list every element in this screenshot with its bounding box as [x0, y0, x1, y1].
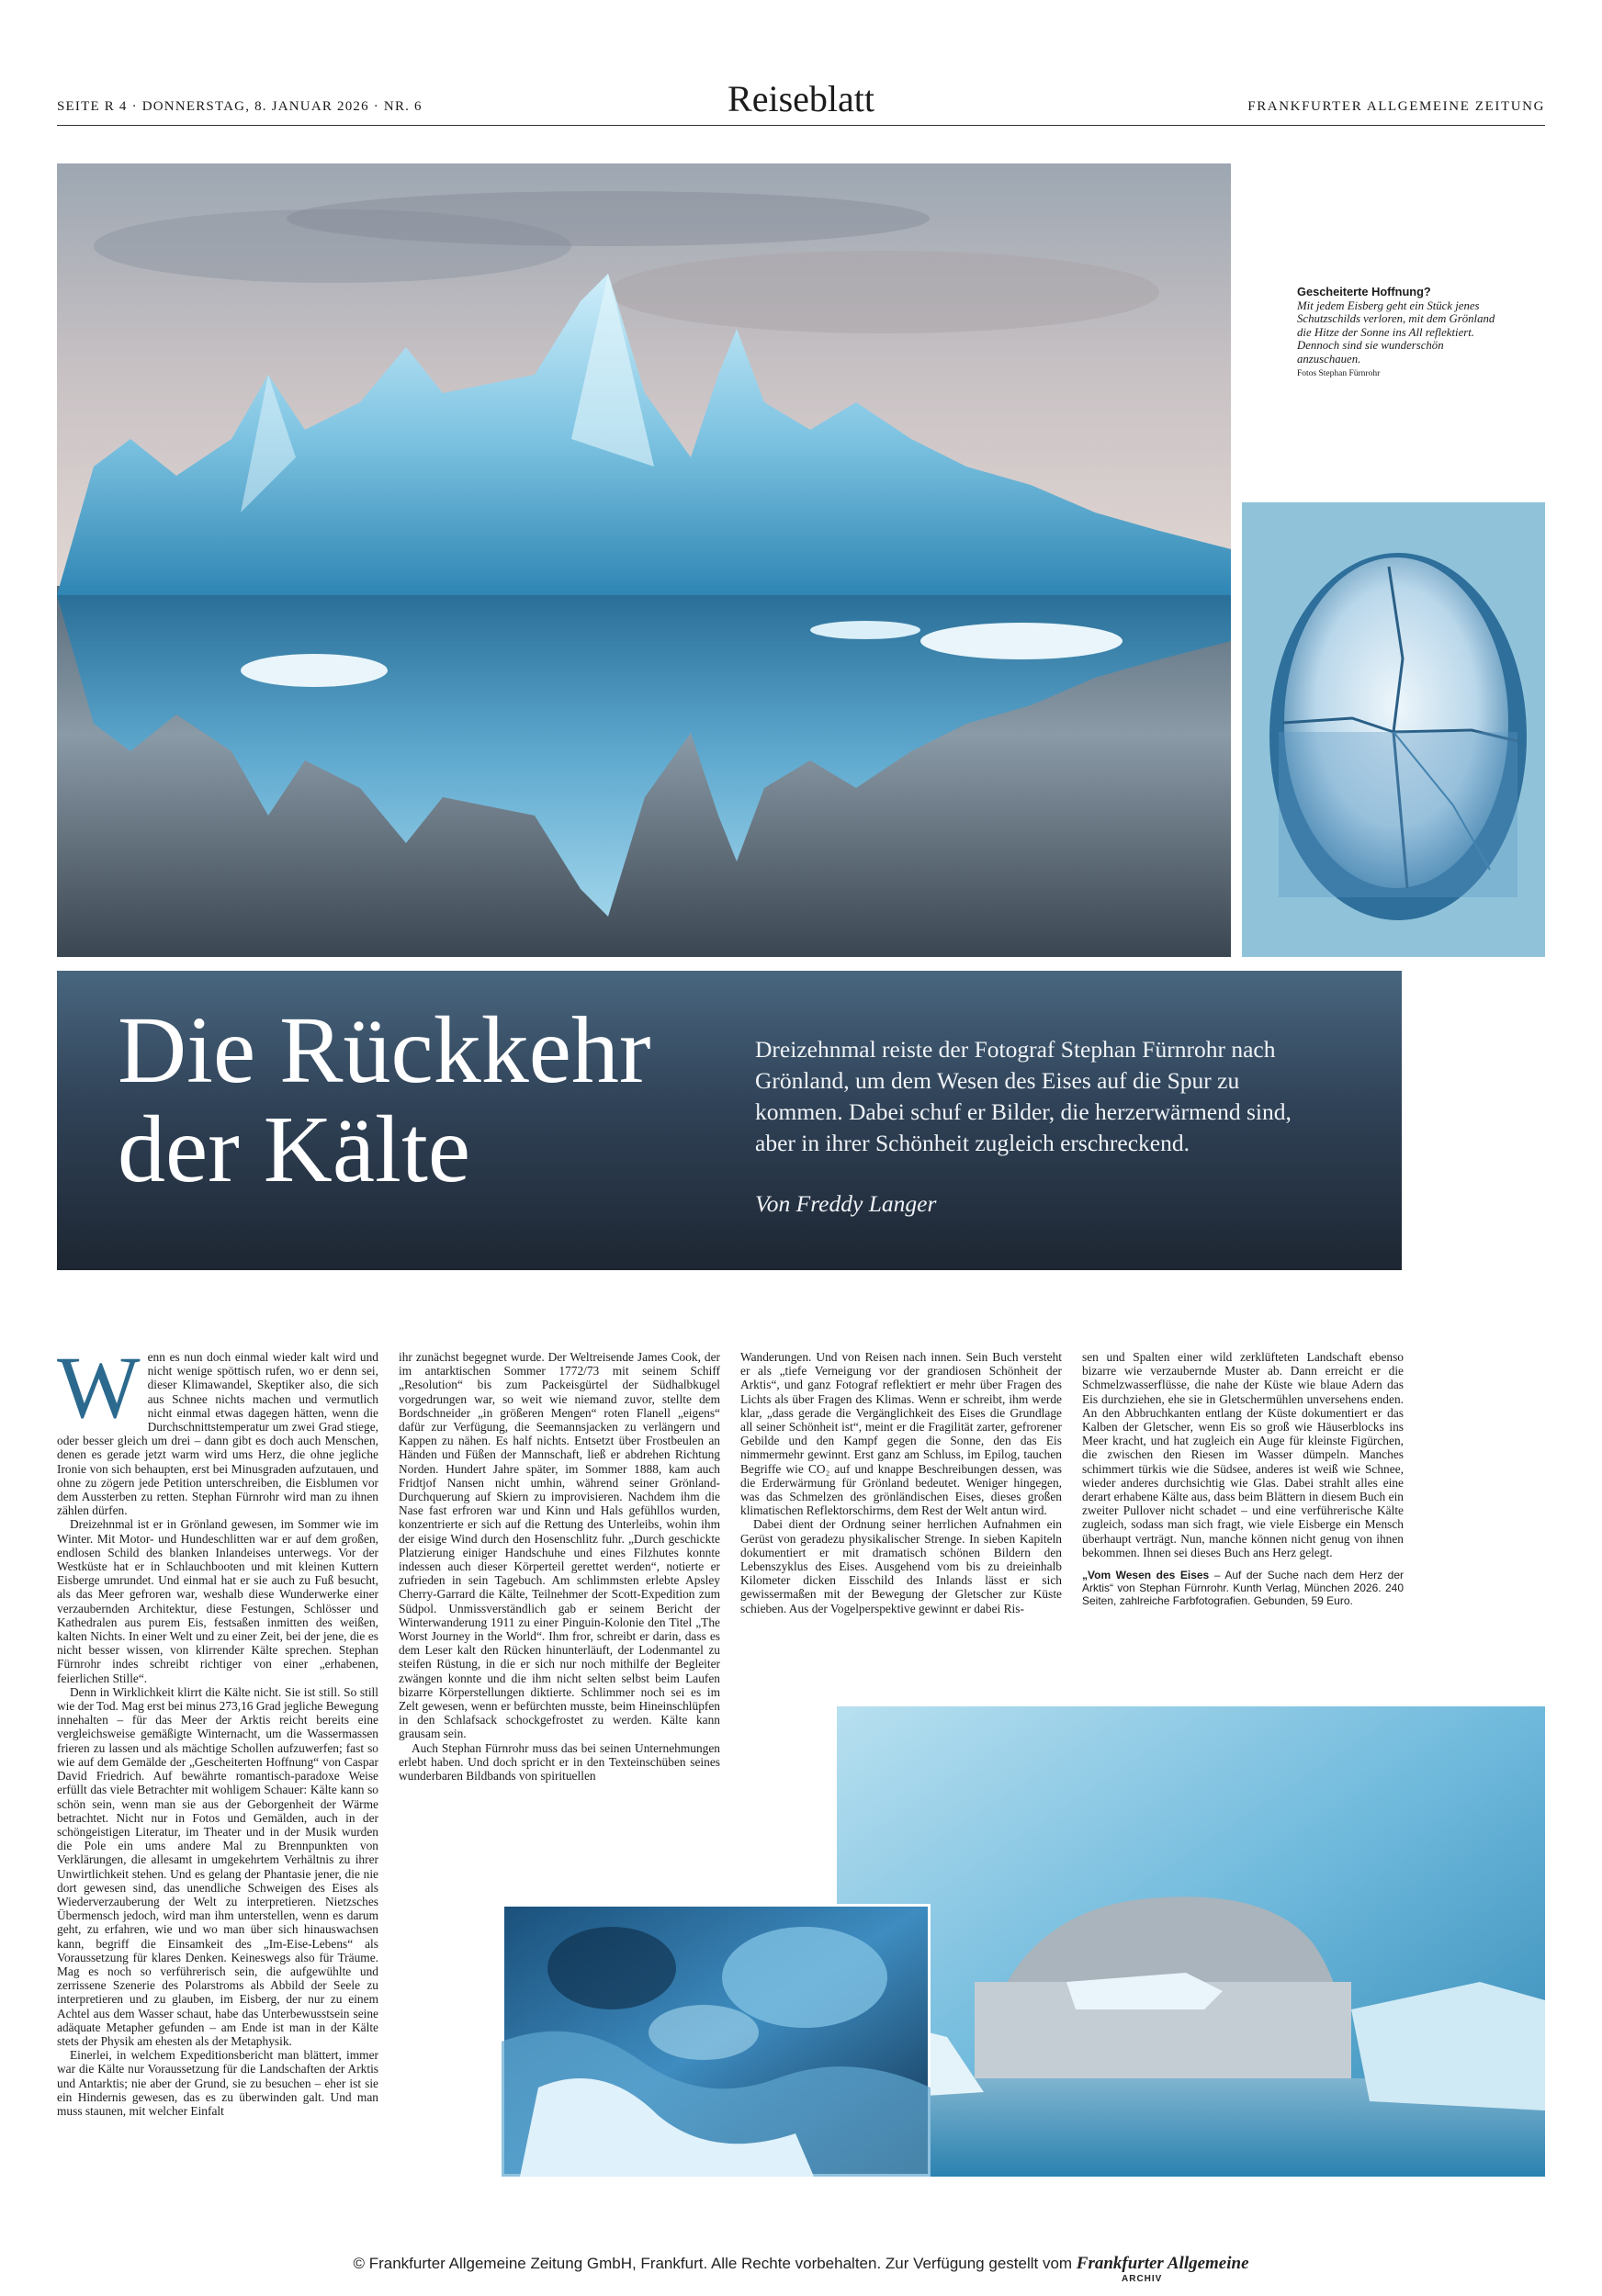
standfirst: Dreizehnmal reiste der Fotograf Stephan Fürnrohr nach Grönland, um dem Wesen des Eises auf die Spur zu kommen. Dabei schuf er Bilder, die herzerwärmend sind, aber in ihrer Schönheit zugleich erschreckend.	[755, 1036, 1292, 1156]
book-title: „Vom Wesen des Eises	[1082, 1569, 1210, 1582]
byline: Von Freddy Langer	[755, 1190, 937, 1217]
paragraph: Wanderungen. Und von Reisen nach innen. Sein Buch versteht er als „tiefe Verneigung vor der grandiosen Schönheit der Arktis“, und ganz Fotograf reflektiert er mehr über Fragen des Lichts als über Fragen des Klimas. Wenn er schreibt, ihm werde klar, „dass gerade die Vergänglichkeit des Eises die Grundlage all seiner Schönheit ist“, meint er die Fragilität zarter, gefrorener Gebilde und den Kampf gegen die Sonne, den das Eis nimmermehr gewinnt. Erst ganz am Schluss, im Epilog, tauchen Begriffe wie CO₂ auf und knappe Beschreibungen dessen, was die Erderwärmung für Grönland bedeutet. Weniger hingegen, was das Schmelzen des grönländischen Eises, dieses großen klimatischen Reflektorschirms, dem Rest der Welt antun wird.	[740, 1350, 1062, 1518]
faz-logo: Frankfurter Allgemeine	[1076, 2254, 1249, 2273]
article-column-4	[1082, 1350, 1404, 1607]
paragraph: Denn in Wirklichkeit klirrt die Kälte nicht. Sie ist still. So still wie der Tod. Mag erst bei minus 273,16 Grad jegliche Bewegung innehalten – für das Meer der Arktis reicht bereits eine vergleichsweise gemäßigte Winternacht, um die Wassermassen frieren zu lassen und als mächtige Schollen aufzuwerfen; fast so wie auf dem Gemälde der „Gescheiterten Hoffnung“ von Caspar David Friedrich. Auf bewährte romantisch-paradoxe Weise erfüllt das viele Betrachter mit wohligem Schauer: Kälte kann so schön sein, wenn man sie aus der Geborgenheit der Wärme betrachtet. Nicht nur in Fotos und Gemälden, auch in der schöngeistigen Literatur, im Theater und in der Musik wurden die Pole ein ums andere Mal zu Brennpunkten von Verklärungen, die allesamt in umgekehrtem Verhältnis zu ihrer Unwirtlichkeit stehen. Und es gelang der Phantasie jener, die nie dort gewesen sind, das unendliche Schweigen des Eises als Wiederverzauberung der Welt zu interpretieren. Nietzsches Übermensch jedoch, wird man ihm unterstellen, wenn es darum geht, zu erfahren, wie und wo man über sich hinauswachsen kann, begriff die Einsamkeit des „Im-Eise-Lebens“ als Voraussetzung für klares Denken. Keineswegs also für Träume. Mag es noch so verführerisch sein, die aufgewühlte und zerrissene Szenerie des Polarstroms als Abbild der Seele zu interpretieren und zu glauben, im Eisberg, der nur zu einem Achtel aus dem Wasser schaut, habe das Unterbewusstsein seine adäquate Metapher gefunden – am Ende ist man in der Kälte stets der Physik am ehesten als der Metaphysik.	[57, 1684, 378, 2048]
caption-title: Gescheiterte Hoffnung?	[1297, 285, 1431, 298]
paragraph: ihr zunächst begegnet wurde. Der Weltreisende James Cook, der im antarktischen Sommer 1772/73 mit seinem Schiff „Resolution“ bis zum Packeisgürtel der Südhalbkugel vorgedrungen war, so weit wie niemand zuvor, stellte dem Bordschneider „in größeren Mengen“ roten Flanell „eigens“ dafür zur Verfügung, die Seemannsjacken zu verlängern und Kappen zu nähen. Es half nichts. Entsetzt über Frostbeulen an Händen und Füßen der Mannschaft, ließ er abdrehen Richtung Norden. Hundert Jahre später, im Sommer 1888, kam auch Fridtjof Nansen nicht umhin, während seiner Grönland-Durchquerung auf Skiern zu improvisieren. Nachdem ihm die Nase fast erfroren war und Kinn und Hals gefühllos wurden, konzentrierte er sich auf die Rettung des Unterleibs, wohin ihm der eisige Wind durch den Hosenschlitz fuhr. „Durch geschickte Platzierung einiger Handschuhe und eines Filzhutes konnte indessen auch dieser Körperteil gerettet werden“, notierte er zufrieden in sein Tagebuch. Am schlimmsten erlebte Apsley Cherry-Garrard die Kälte, Teilnehmer der Scott-Expedition zum Südpol. Unmissverständlich gab er seinem Bericht der Winterwanderung 1911 zu einer Pinguin-Kolonie den Titel „The Worst Journey in the World“. Ihm fror, schreibt er darin, dass es dem Leser kalt den Rücken hinunterläuft, der Lodenmantel zu steifen Rüstung, in die er sich nur noch mithilfe der Begleiter zwängen konnte und die ihm nicht selten selbst beim Laufen bizarre Körperstellungen diktierte. Schlimmer noch sei es im Zelt gewesen, wenn er befürchten musste, beim Hineinschlüpfen in den Schlafsack schockgefrostet zu werden. Kälte kann grausam sein.	[399, 1350, 720, 1741]
article-column-2	[399, 1350, 720, 1783]
copyright-text: © Frankfurter Allgemeine Zeitung GmbH, Frankfurt. Alle Rechte vorbehalten. Zur Verfügung gestellt vom	[353, 2255, 1077, 2272]
iceberg-reflection-photo	[57, 163, 1231, 957]
frozen-ice-bubble-photo	[1242, 502, 1545, 957]
headline-line-1: Die Rückkehr	[118, 997, 651, 1103]
masthead-rule	[57, 125, 1545, 126]
article-column-1	[57, 1338, 378, 2118]
paragraph: enn es nun doch einmal wieder kalt wird und nicht wenige spöttisch rufen, wo er denn sei, dieser Klimawandel, Skeptiker also, die sich aus Schnee nichts machen und vermutlich nicht einmal etwas dagegen hätten, wenn die Durchschnittstemperatur um zwei Grad stiege, oder besser gleich um drei – dann gibt es doch auch Menschen, denen es gerade jetzt warm wird ums Herz, die ohne jegliche Ironie von sich behaupten, erst bei Minusgraden aufzutauen, und ohne zu zögern jede Petition unterschreiben, die Eisblumen vor dem Aussterben zu retten. Stephan Fürnrohr wird man zu ihnen zählen dürfen.	[57, 1350, 378, 1518]
photo-caption	[1297, 286, 1499, 381]
headline	[118, 997, 779, 1202]
caption-body: Mit jedem Eisberg geht ein Stück jenes Schutzschilds verloren, mit dem Grönland die Hitze der Sonne ins All reflektiert. Dennoch sind sie wunderschön anzuschauen.	[1297, 298, 1495, 366]
paragraph: Einerlei, in welchem Expeditionsbericht man blättert, immer war die Kälte nur Voraussetzung für die Landschaften der Arktis und Antarktis; nie aber der Grund, sie zu besuchen – eher ist sie ein Hindernis gewesen, das es zu überwinden galt. Und man muss staunen, mit welcher Einfalt	[57, 2048, 378, 2118]
book-details: – Auf der Suche nach dem Herz der Arktis“ von Stephan Fürnrohr. Kunth Verlag, München 2026. 240 Seiten, zahlreiche Farbfotografien. Gebunden, 59 Euro.	[1082, 1569, 1404, 1608]
headline-line-2: der Kälte	[118, 1097, 471, 1202]
section-title: Reiseblatt	[728, 78, 874, 119]
copyright-footer	[0, 2254, 1602, 2284]
paragraph: Dabei dient der Ordnung seiner herrlichen Aufnahmen ein Gerüst von geradezu physikalischer Strenge. In sieben Kapiteln dokumentiert er mit dramatisch schönen Bildern den Lebenszyklus des Eises. Ausgehend vom bis zu dreieinhalb Kilometer dicken Eisschild des Inlands lässt er sich gewissermaßen mit der Bewegung der Gletscher zur Küste schieben. Aus der Vogelperspektive gewinnt er dabei Ris-	[740, 1517, 1062, 1615]
ice-arch-photo	[837, 1706, 1545, 2177]
dropcap: W	[57, 1338, 141, 1436]
photo-credit: Fotos Stephan Fürnrohr	[1297, 369, 1381, 378]
article-column-3	[740, 1350, 1062, 1615]
paragraph: Dreizehnmal ist er in Grönland gewesen, im Sommer wie im Winter. Mit Motor- und Hundeschlitten war er auf dem großen, endlosen Schild des blanken Inlandeises unterwegs. Vor der Westküste hat er in Schlauchbooten und mit kleinen Kuttern Eisberge umrundet. Und einmal hat er sie auch zu Fuß besucht, als das Meer gefroren war, weshalb diese Wunderwerke einer verzaubernden Architektur, diese Festungen, Schlösser und Kathedralen aus purem Eis, festsaßen inmitten des weißen, kalten Nichts. In einer Welt und zu einer Zeit, bei der jene, die es nicht besser wissen, von klirrender Kälte sprechen. Stephan Fürnrohr indes schreibt richtiger von einer „erhabenen, feierlichen Stille“.	[57, 1517, 378, 1685]
archiv-label: ARCHIV	[1122, 2274, 1163, 2284]
blue-ice-detail-photo	[502, 1904, 931, 2177]
newspaper-name: FRANKFURTER ALLGEMEINE ZEITUNG	[1247, 99, 1545, 114]
paragraph: sen und Spalten einer wild zerklüfteten Landschaft ebenso bizarre wie verzaubernde Muster ab. Dann erreicht er die Schmelzwasserflüsse, die nahe der Küste wie blaue Adern das Eis durchziehen, ehe sie in Gletschermühlen unversehens enden. An den Abbruchkanten entlang der Küste dokumentiert er das Kalben der Gletscher, wenn Eis so groß wie Häuserblocks ins Meer kracht, und hat zugleich ein Auge für kleinste Figürchen, die zwischen den Riesen im Wasser dümpeln. Manches schimmert türkis wie die Südsee, anderes ist weiß wie Schnee, wieder anderes durchsichtig wie Glas. Dabei strahlt alles eine derart erhabene Kälte aus, dass beim Blättern in diesem Buch ein zweiter Pullover nicht schadet – und eine verführerische Kälte zugleich, sodass man sich fragt, wie viele Eisberge ein Mensch überhaupt verträgt. Nun, manche können nicht genug von ihnen bekommen. Ihnen sei dieses Buch ans Herz gelegt.	[1082, 1350, 1404, 1559]
paragraph: Auch Stephan Fürnrohr muss das bei seinen Unternehmungen erlebt haben. Und doch spricht er in den Texteinschüben seines wunderbaren Bildbands von spirituellen	[399, 1740, 720, 1784]
book-info	[1082, 1569, 1404, 1607]
page-info: SEITE R 4 · DONNERSTAG, 8. JANUAR 2026 · NR. 6	[57, 99, 423, 114]
